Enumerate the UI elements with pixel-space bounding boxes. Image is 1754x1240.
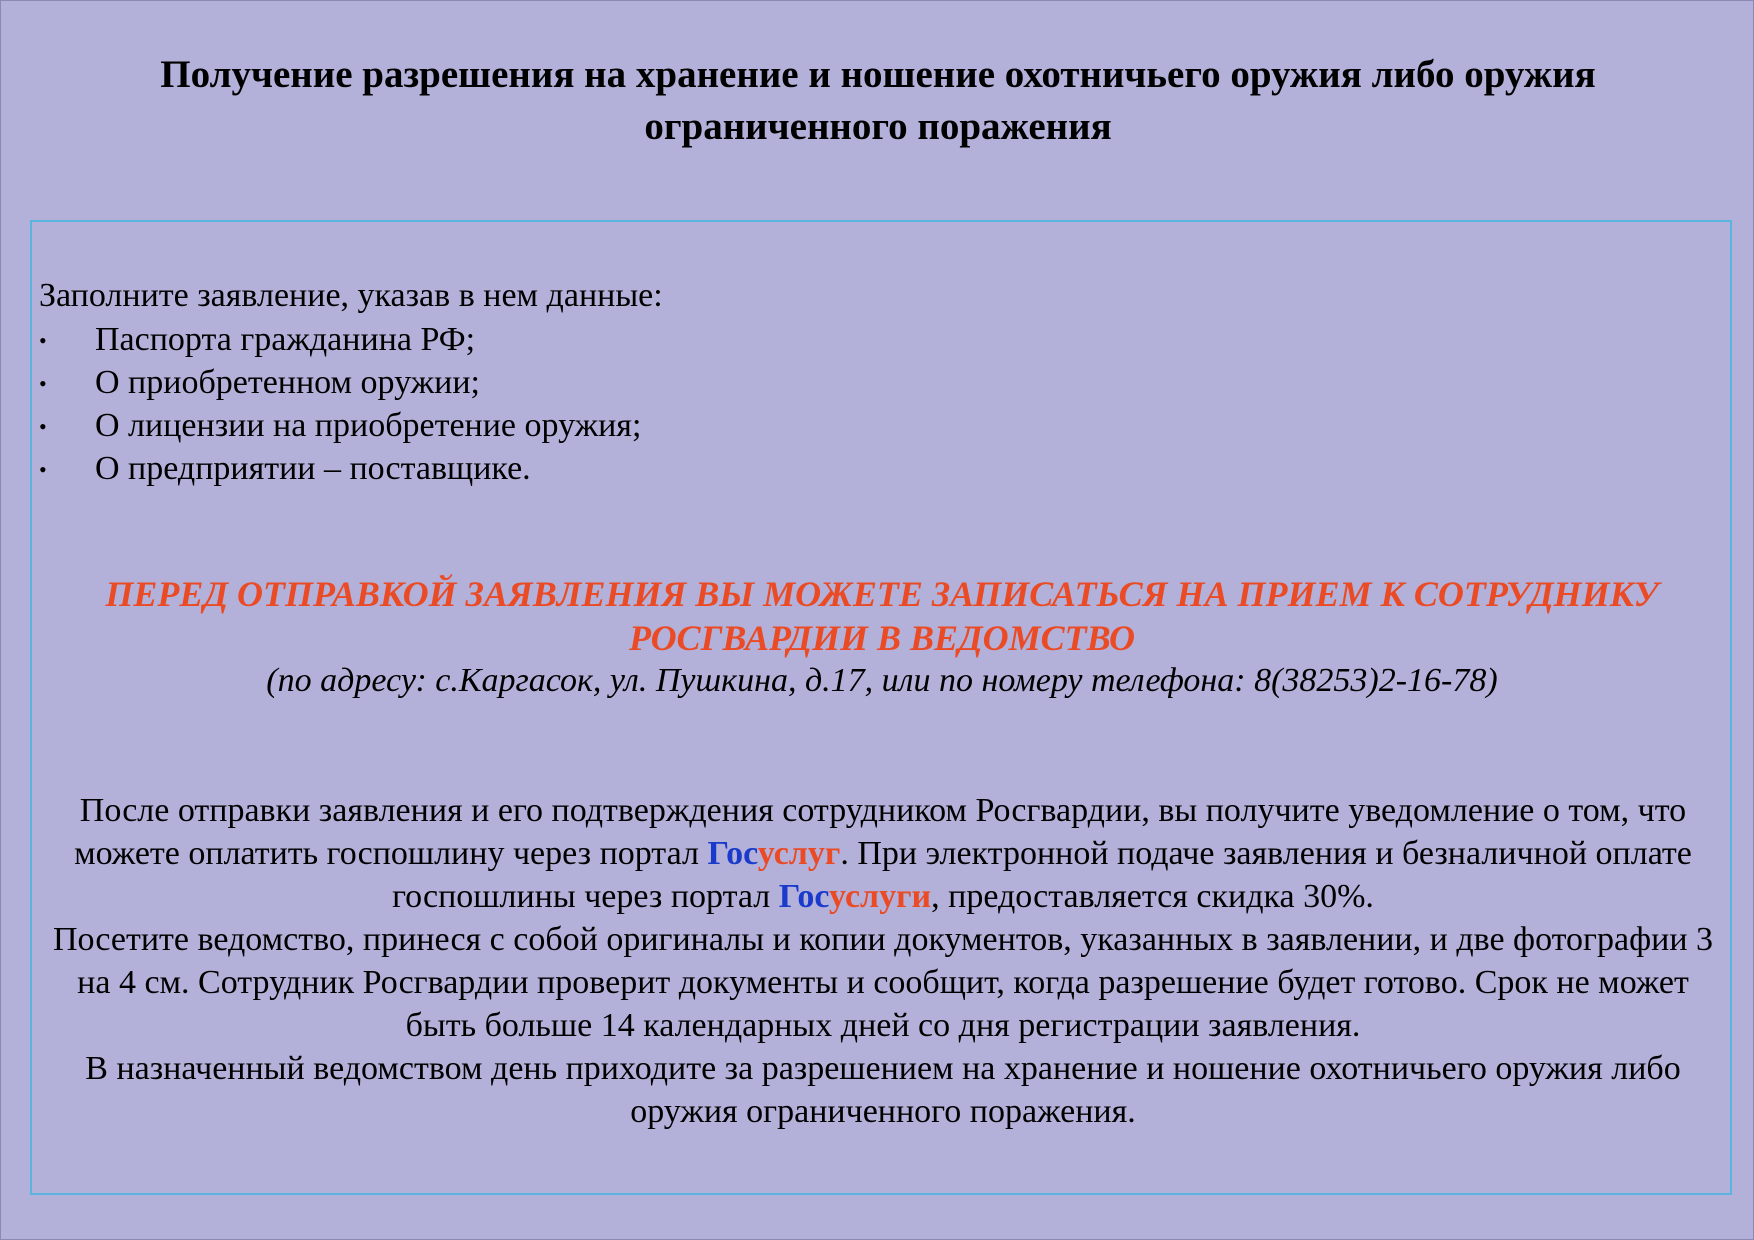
bullet-icon: •	[39, 371, 47, 396]
instructions-intro: Заполните заявление, указав в нем данные:	[39, 277, 663, 314]
page-title: Получение разрешения на хранение и ношение охотничьего оружия либо оружия ограниченного поражения	[160, 53, 1596, 148]
list-item	[39, 404, 641, 447]
required-data-list	[39, 318, 641, 490]
list-item-label: О лицензии на приобретение оружия;	[95, 407, 642, 444]
gosuslugi-brand-gos: Гос	[778, 878, 829, 915]
bullet-icon: •	[39, 414, 47, 439]
appointment-notice	[52, 572, 1712, 702]
payment-text-part1: После отправки заявления и его подтверждения сотрудником Росгвардии, вы получите уведомление о том, что можете оплатить госпошлину через портал	[74, 792, 1687, 872]
gosuslugi-brand-uslug: услуг	[757, 835, 841, 872]
pickup-paragraph: В назначенный ведомством день приходите за разрешением на хранение и ношение охотничьего оружия либо оружия ограниченного поражения.	[85, 1050, 1681, 1130]
content-box	[30, 220, 1732, 1195]
visit-paragraph: Посетите ведомство, принеся с собой оригиналы и копии документов, указанных в заявлении, и две фотографии 3 на 4 см. Сотрудник Росгвардии проверит документы и сообщит, когда разрешение будет готово. Срок не может быть больше 14 календарных дней со дня регистрации заявления.	[52, 921, 1714, 1044]
appointment-heading: ПЕРЕД ОТПРАВКОЙ ЗАЯВЛЕНИЯ ВЫ МОЖЕТЕ ЗАПИСАТЬСЯ НА ПРИЕМ К СОТРУДНИКУ РОСГВАРДИИ В ВЕДОМСТВО	[105, 574, 1659, 658]
after-submission-text	[40, 789, 1726, 1133]
bullet-icon: •	[39, 457, 47, 482]
list-item	[39, 318, 641, 361]
gosuslugi-brand-uslugi: услуги	[829, 878, 932, 915]
payment-text-part3: , предоставляется скидка 30%.	[931, 878, 1374, 915]
payment-paragraph	[40, 789, 1726, 918]
bullet-icon: •	[39, 328, 47, 353]
appointment-address: (по адресу: с.Каргасок, ул. Пушкина, д.17, или по номеру телефона: 8(38253)2-16-78)	[266, 662, 1498, 699]
gosuslugi-brand-gos: Гос	[707, 835, 758, 872]
list-item-label: О предприятии – поставщике.	[95, 450, 531, 487]
list-item	[39, 447, 641, 490]
list-item-label: Паспорта гражданина РФ;	[95, 321, 476, 358]
list-item-label: О приобретенном оружии;	[95, 364, 480, 401]
payment-text-part2: . При электронной подаче заявления и безналичной оплате госпошлины через портал	[392, 835, 1692, 915]
list-item	[39, 361, 641, 404]
